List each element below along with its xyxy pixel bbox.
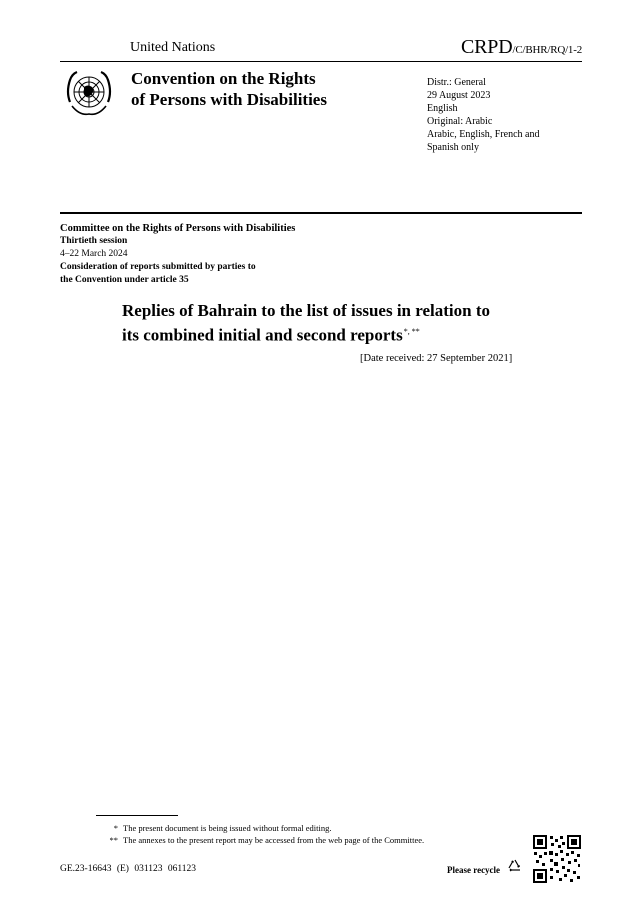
document-title-line: its combined initial and second reports*, **	[122, 325, 420, 345]
distribution-line: Original: Arabic	[427, 116, 493, 127]
date-received: [Date received: 27 September 2021]	[360, 353, 513, 364]
distribution-line: Arabic, English, French and	[427, 129, 540, 140]
organization-name: United Nations	[130, 40, 216, 55]
recycle-label: Please recycle	[447, 865, 501, 875]
distribution-line: Spanish only	[427, 142, 479, 153]
document-title-line: Replies of Bahrain to the list of issues in relation to	[122, 301, 491, 320]
distribution-block	[427, 76, 539, 154]
un-emblem-icon	[62, 68, 116, 122]
document-title	[122, 300, 490, 346]
footnote-rule	[96, 815, 178, 816]
committee-block	[60, 222, 295, 287]
distribution-line: 29 August 2023	[427, 90, 491, 101]
footnotes	[106, 822, 424, 846]
session-name: Thirtieth session	[60, 236, 128, 246]
distribution-line: English	[427, 103, 458, 114]
footnote-marks: *, **	[403, 327, 420, 336]
footnote	[106, 822, 424, 834]
recycle-icon	[505, 857, 525, 877]
committee-name: Committee on the Rights of Persons with Disabilities	[60, 223, 296, 234]
symbol-sub: /C/BHR/RQ/1-2	[512, 44, 582, 56]
footnote-mark: **	[109, 835, 118, 845]
footnote-text: The annexes to the present report may be accessed from the web page of the Committee.	[123, 835, 425, 845]
qr-code-icon	[533, 835, 581, 883]
footnote-text: The present document is being issued without formal editing.	[123, 823, 332, 833]
footnote-mark: *	[113, 823, 118, 833]
distribution-line: Distr.: General	[427, 77, 486, 88]
convention-title-line: of Persons with Disabilities	[131, 90, 327, 109]
header-rule	[60, 61, 582, 62]
footnote	[106, 834, 424, 846]
job-number: GE.23-16643 (E) 031123 061123	[60, 864, 197, 874]
agenda-line: the Convention under article 35	[60, 275, 189, 285]
convention-title-line: Convention on the Rights	[131, 69, 316, 88]
convention-title	[131, 68, 327, 110]
section-rule	[60, 212, 582, 214]
session-dates: 4–22 March 2024	[60, 249, 128, 259]
symbol-main: CRPD	[461, 36, 513, 58]
document-symbol	[461, 36, 582, 59]
agenda-line: Consideration of reports submitted by parties to	[60, 262, 256, 272]
